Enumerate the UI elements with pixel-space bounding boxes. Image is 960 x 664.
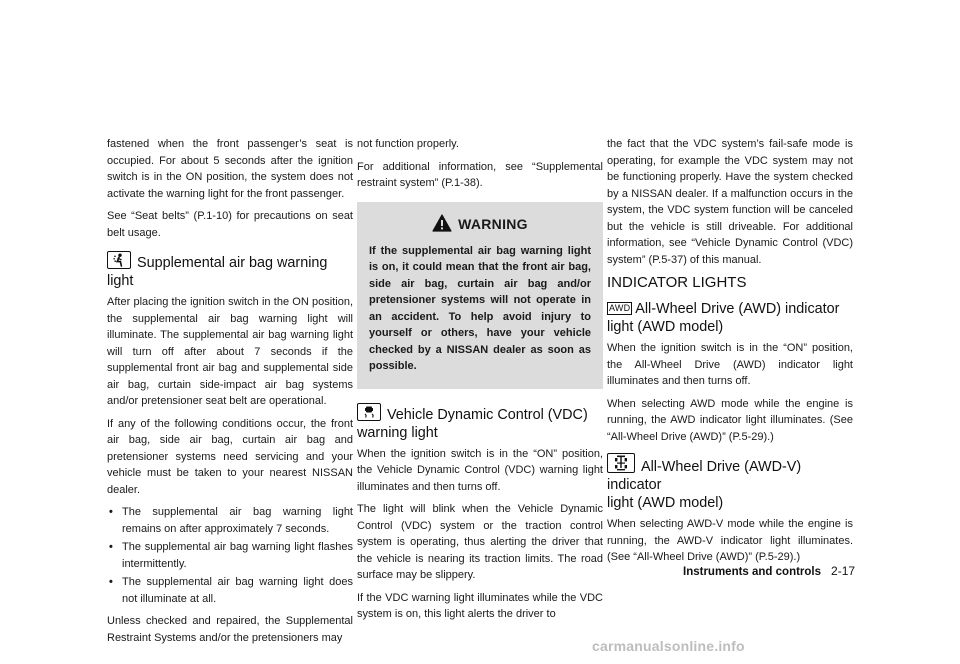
heading-awd-text-a: All-Wheel Drive (AWD) indicator bbox=[635, 301, 840, 317]
heading-awd-indicator bbox=[607, 300, 853, 336]
column-right bbox=[607, 136, 853, 566]
paragraph-seat-occupied: fastened when the front passenger’s seat is occupied. For about 5 seconds after the ignition switch is in the ON position, the system does not activate the warning light for the front passenger. bbox=[107, 138, 353, 200]
skid-car-icon bbox=[357, 403, 381, 421]
paragraph-vdc-failsafe: the fact that the VDC system’s fail-safe mode is operating, for example the VDC system may not be functioning properly. Have the system checked by a NISSAN dealer. If a malfunction occurs in the system, the VDC system function will be canceled but the vehicle is still driveable. For additional information, see “Vehicle Dynamic Control (VDC) system” (P.5-37) of this manual. bbox=[607, 138, 853, 266]
paragraph-not-function: not function properly. bbox=[357, 138, 459, 150]
list-item: • The supplemental air bag warning light flashes intermittently. bbox=[107, 539, 353, 572]
heading-awd-text-b: light (AWD model) bbox=[607, 319, 724, 335]
watermark: carmanualsonline.info bbox=[592, 638, 745, 654]
warning-box bbox=[357, 202, 603, 389]
list-item: • The supplemental air bag warning light remains on after approximately 7 seconds. bbox=[107, 504, 353, 537]
paragraph-vdc-on: When the ignition switch is in the “ON” position, the Vehicle Dynamic Control (VDC) warning light illuminates and then turns off. bbox=[357, 447, 603, 493]
airbag-person-icon bbox=[107, 251, 131, 269]
heading-awd-v-indicator bbox=[607, 453, 853, 512]
heading-awd-v-text-b: light (AWD model) bbox=[607, 495, 724, 511]
awd-text-icon: AWD bbox=[609, 303, 631, 313]
paragraph-vdc-blink: The light will blink when the Vehicle Dynamic Control (VDC) system or the traction control system is operating, thus alerting the driver that the vehicle is nearing its traction limits. The road surface may be slippery. bbox=[357, 503, 603, 581]
airbag-conditions-list bbox=[107, 504, 353, 607]
paragraph-airbag-conditions: If any of the following conditions occur, the front air bag, side air bag, curtain air bag and pretensioner systems need servicing and your vehicle must be taken to your nearest NISSAN dealer. bbox=[107, 417, 353, 496]
heading-vdc-warning-light bbox=[357, 403, 603, 442]
paragraph-awd-on: When the ignition switch is in the “ON” position, the All-Wheel Drive (AWD) indicator light illuminates and then turns off. bbox=[607, 342, 853, 387]
warning-title: WARNING bbox=[458, 215, 528, 232]
paragraph-vdc-illuminates: If the VDC warning light illuminates while the VDC system is on, this light alerts the driver to bbox=[357, 591, 603, 620]
footer-section-title: Instruments and controls bbox=[683, 566, 822, 578]
heading-awd-v-text-a: All-Wheel Drive (AWD-V) indicator bbox=[607, 459, 802, 493]
section-title-indicator-lights: INDICATOR LIGHTS bbox=[607, 274, 747, 291]
paragraph-seat-belts-ref: See “Seat belts” (P.1-10) for precautions on seat belt usage. bbox=[107, 210, 353, 239]
paragraph-unless-checked: Unless checked and repaired, the Supplemental Restraint Systems and/or the pretensioners may bbox=[107, 615, 353, 644]
warning-heading bbox=[369, 214, 591, 233]
page-number: 2-17 bbox=[831, 564, 856, 578]
paragraph-srs-ref: For additional information, see “Supplemental restraint system” (P.1-38). bbox=[357, 160, 603, 189]
awd-v-car-icon bbox=[607, 453, 635, 473]
paragraph-airbag-illuminate: After placing the ignition switch in the ON position, the supplemental air bag warning light will illuminate. The supplemental air bag warning light will turn off after about 7 seconds if the supplemental front air bag and supplemental side air bag, curtain side-impact air bag systems and/or pretensioner seat belt are operational. bbox=[107, 296, 353, 407]
paragraph-awd-v-mode: When selecting AWD-V mode while the engine is running, the AWD-V indicator light illuminates. (See “All-Wheel Drive (AWD)” (P.5-29).) bbox=[607, 518, 853, 563]
heading-airbag-warning-light bbox=[107, 251, 353, 290]
list-item: • The supplemental air bag warning light does not illuminate at all. bbox=[107, 574, 353, 607]
warning-triangle-icon bbox=[432, 214, 452, 232]
heading-airbag-text: Supplemental air bag warning light bbox=[107, 255, 328, 289]
page-footer bbox=[683, 564, 855, 578]
heading-vdc-text-a: Vehicle Dynamic Control (VDC) bbox=[387, 406, 588, 423]
paragraph-awd-mode: When selecting AWD mode while the engine is running, the AWD indicator light illuminates. (See “All-Wheel Drive (AWD)” (P.5-29).) bbox=[607, 397, 853, 443]
heading-vdc-text-b: warning light bbox=[357, 424, 438, 441]
column-left bbox=[107, 136, 353, 646]
warning-text: If the supplemental air bag warning light is on, it could mean that the front air bag, side air bag, curtain air bag and/or pretensioner systems will not operate in an accident. To help avoid injury to yourself or others, have your vehicle checked by a NISSAN dealer as soon as possible. bbox=[369, 244, 591, 372]
column-middle bbox=[357, 136, 603, 623]
